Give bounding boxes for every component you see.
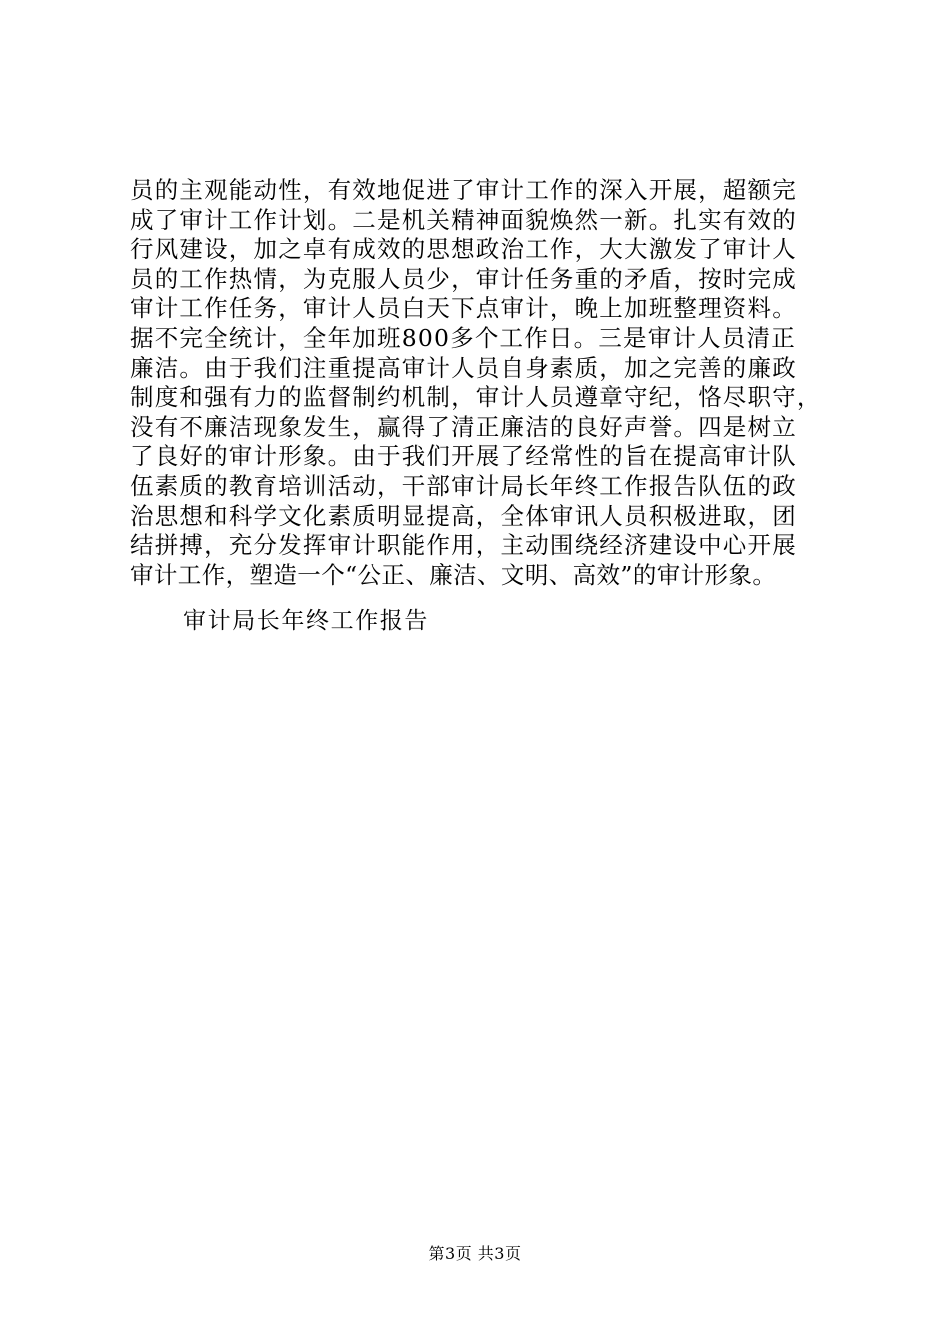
paragraph-line: 审计工作任务，审计人员白天下点审计，晚上加班整理资料。 <box>130 294 797 323</box>
paragraph-line: 行风建设，加之卓有成效的思想政治工作，大大激发了审计人 <box>130 235 797 264</box>
document-signoff-title: 审计局长年终工作报告 <box>183 608 429 634</box>
paragraph-line: 了良好的审计形象。由于我们开展了经常性的旨在提高审计队 <box>130 442 797 471</box>
paragraph-line: 没有不廉洁现象发生，赢得了清正廉洁的良好声誉。四是树立 <box>130 412 797 441</box>
paragraph-line: 治思想和科学文化素质明显提高，全体审讯人员积极进取，团 <box>130 501 797 530</box>
body-paragraph <box>130 176 852 590</box>
paragraph-line: 员的主观能动性，有效地促进了审计工作的深入开展，超额完 <box>130 176 797 204</box>
page-number-footer: 第3页 共3页 <box>428 1244 522 1263</box>
paragraph-line: 据不完全统计，全年加班800多个工作日。三是审计人员清正 <box>130 323 796 352</box>
paragraph-line: 结拼搏，充分发挥审计职能作用，主动围绕经济建设中心开展 <box>130 531 797 560</box>
paragraph-line: 伍素质的教育培训活动，干部审计局长年终工作报告队伍的政 <box>130 471 797 500</box>
paragraph-line: 成了审计工作计划。二是机关精神面貌焕然一新。扎实有效的 <box>130 205 797 234</box>
paragraph-line: 员的工作热情，为克服人员少，审计任务重的矛盾，按时完成 <box>130 264 797 293</box>
paragraph-line: 制度和强有力的监督制约机制，审计人员遵章守纪，恪尽职守， <box>130 383 822 412</box>
paragraph-line: 廉洁。由于我们注重提高审计人员自身素质，加之完善的廉政 <box>130 353 797 382</box>
paragraph-line: 审计工作，塑造一个“公正、廉洁、文明、高效”的审计形象。 <box>130 560 777 589</box>
